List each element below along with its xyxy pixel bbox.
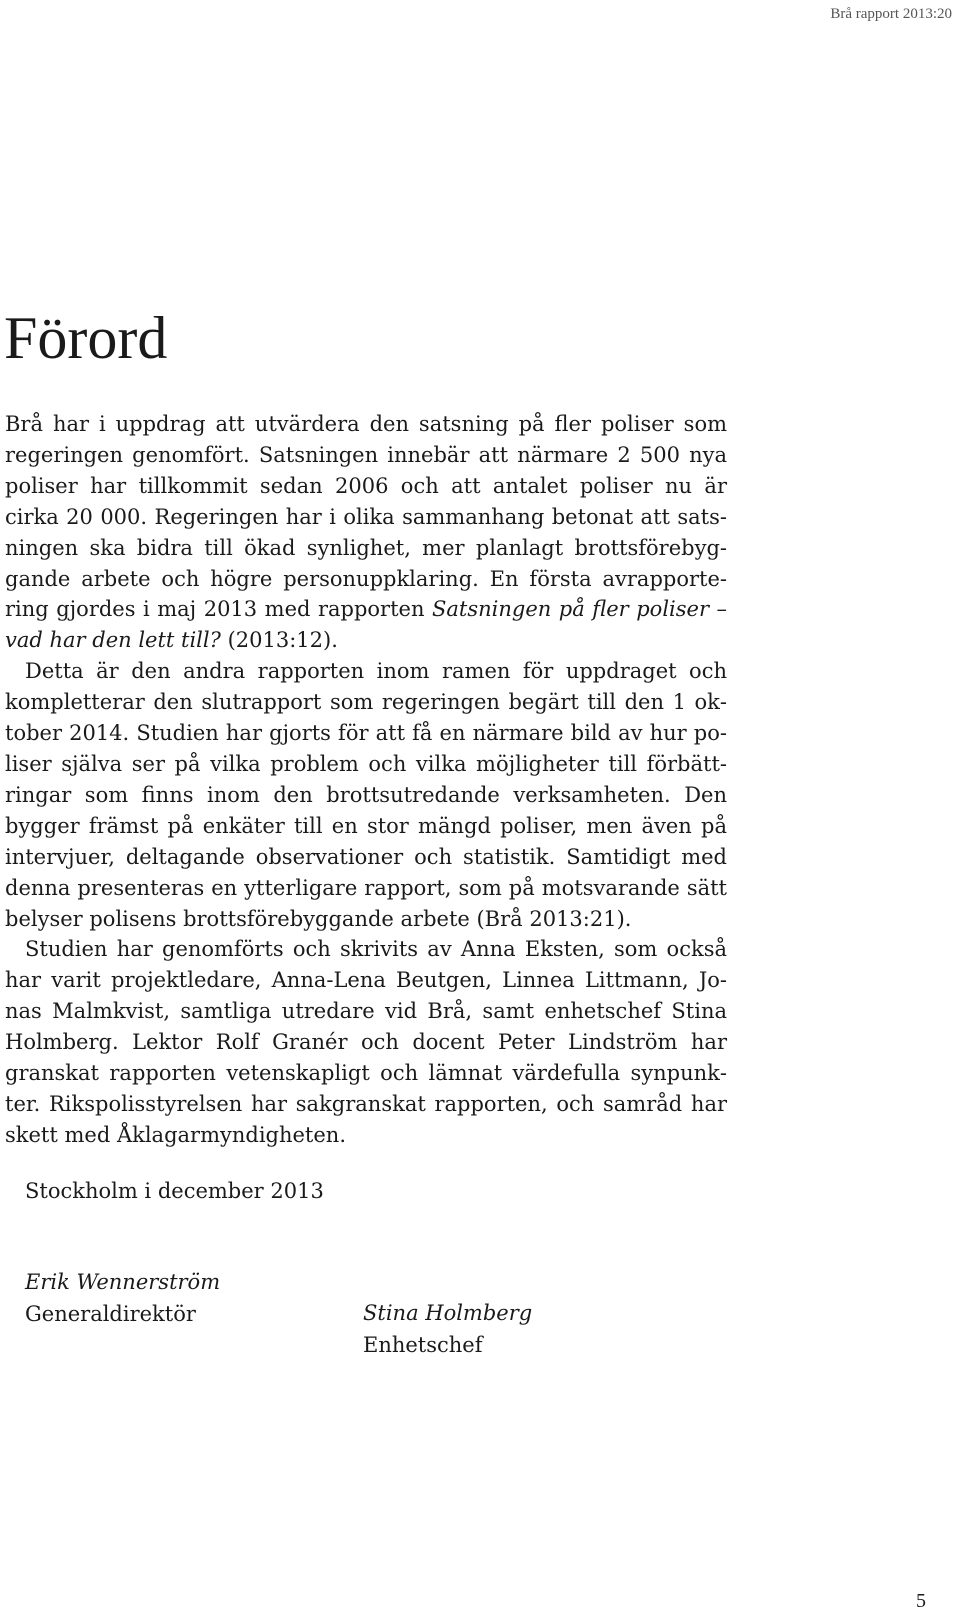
report-number: (2013:12). — [220, 628, 338, 653]
paragraph-intro-text: Brå har i uppdrag att utvärdera den satsning på fler poliser som regeringen genomfört. Satsningen innebär att närmare 2 500 nya poliser har tillkommit sedan 2006 och att antalet poliser nu är cirka 20 000. Regeringen har i olika sammanhang betonat att satsningen ska bidra till ökad synlighet, mer planlagt brottsförebyggande arbete och högre personuppklaring. En första avrapportering gjordes i maj 2013 med rapporten — [5, 412, 727, 622]
signature-director-general — [25, 1266, 220, 1330]
report-title: Satsningen på fler poliser – vad har den lett till? — [5, 597, 728, 653]
paragraph-purpose: Detta är den andra rapporten inom ramen för uppdraget och kompletterar den slutrapport som regeringen begärt till den 1 oktober 2014. Studien har gjorts för att få en närmare bild av hur poliser själva ser på vilka problem och vilka möjligheter till förbättringar som finns inom den brottsutredande verksamheten. Den bygger främst på enkäter till en stor mängd poliser, men även på intervjuer, deltagande observationer och statistik. Samtidigt med denna presenteras en ytterligare rapport, som på motsvarande sätt belyser polisens brottsförebyggande arbete (Brå 2013:21). — [5, 659, 727, 931]
dateline: Stockholm i december 2013 — [25, 1179, 324, 1203]
page-number: 5 — [916, 1590, 926, 1612]
running-head: Brå rapport 2013:20 — [830, 6, 952, 22]
signature-name: Erik Wennerström — [25, 1270, 221, 1294]
signature-role: Enhetschef — [363, 1333, 483, 1357]
body-text — [5, 409, 727, 1151]
signature-name: Stina Holmberg — [363, 1301, 533, 1325]
signature-unit-head — [363, 1297, 532, 1361]
page-title: Förord — [4, 305, 168, 371]
signature-role: Generaldirektör — [25, 1302, 196, 1326]
paragraph-credits: Studien har genomförts och skrivits av Anna Eksten, som också har varit projektledare, Anna-Lena Beutgen, Linnea Littmann, Jonas Malmkvist, samtliga utredare vid Brå, samt enhetschef Stina Holmberg. Lektor Rolf Granér och docent Peter Lindström har granskat rapporten vetenskapligt och lämnat värdefulla synpunkter. Rikspolisstyrelsen har sakgranskat rapporten, och samråd har skett med Åklagarmyndigheten. — [5, 937, 727, 1147]
paragraph-intro — [5, 409, 727, 656]
